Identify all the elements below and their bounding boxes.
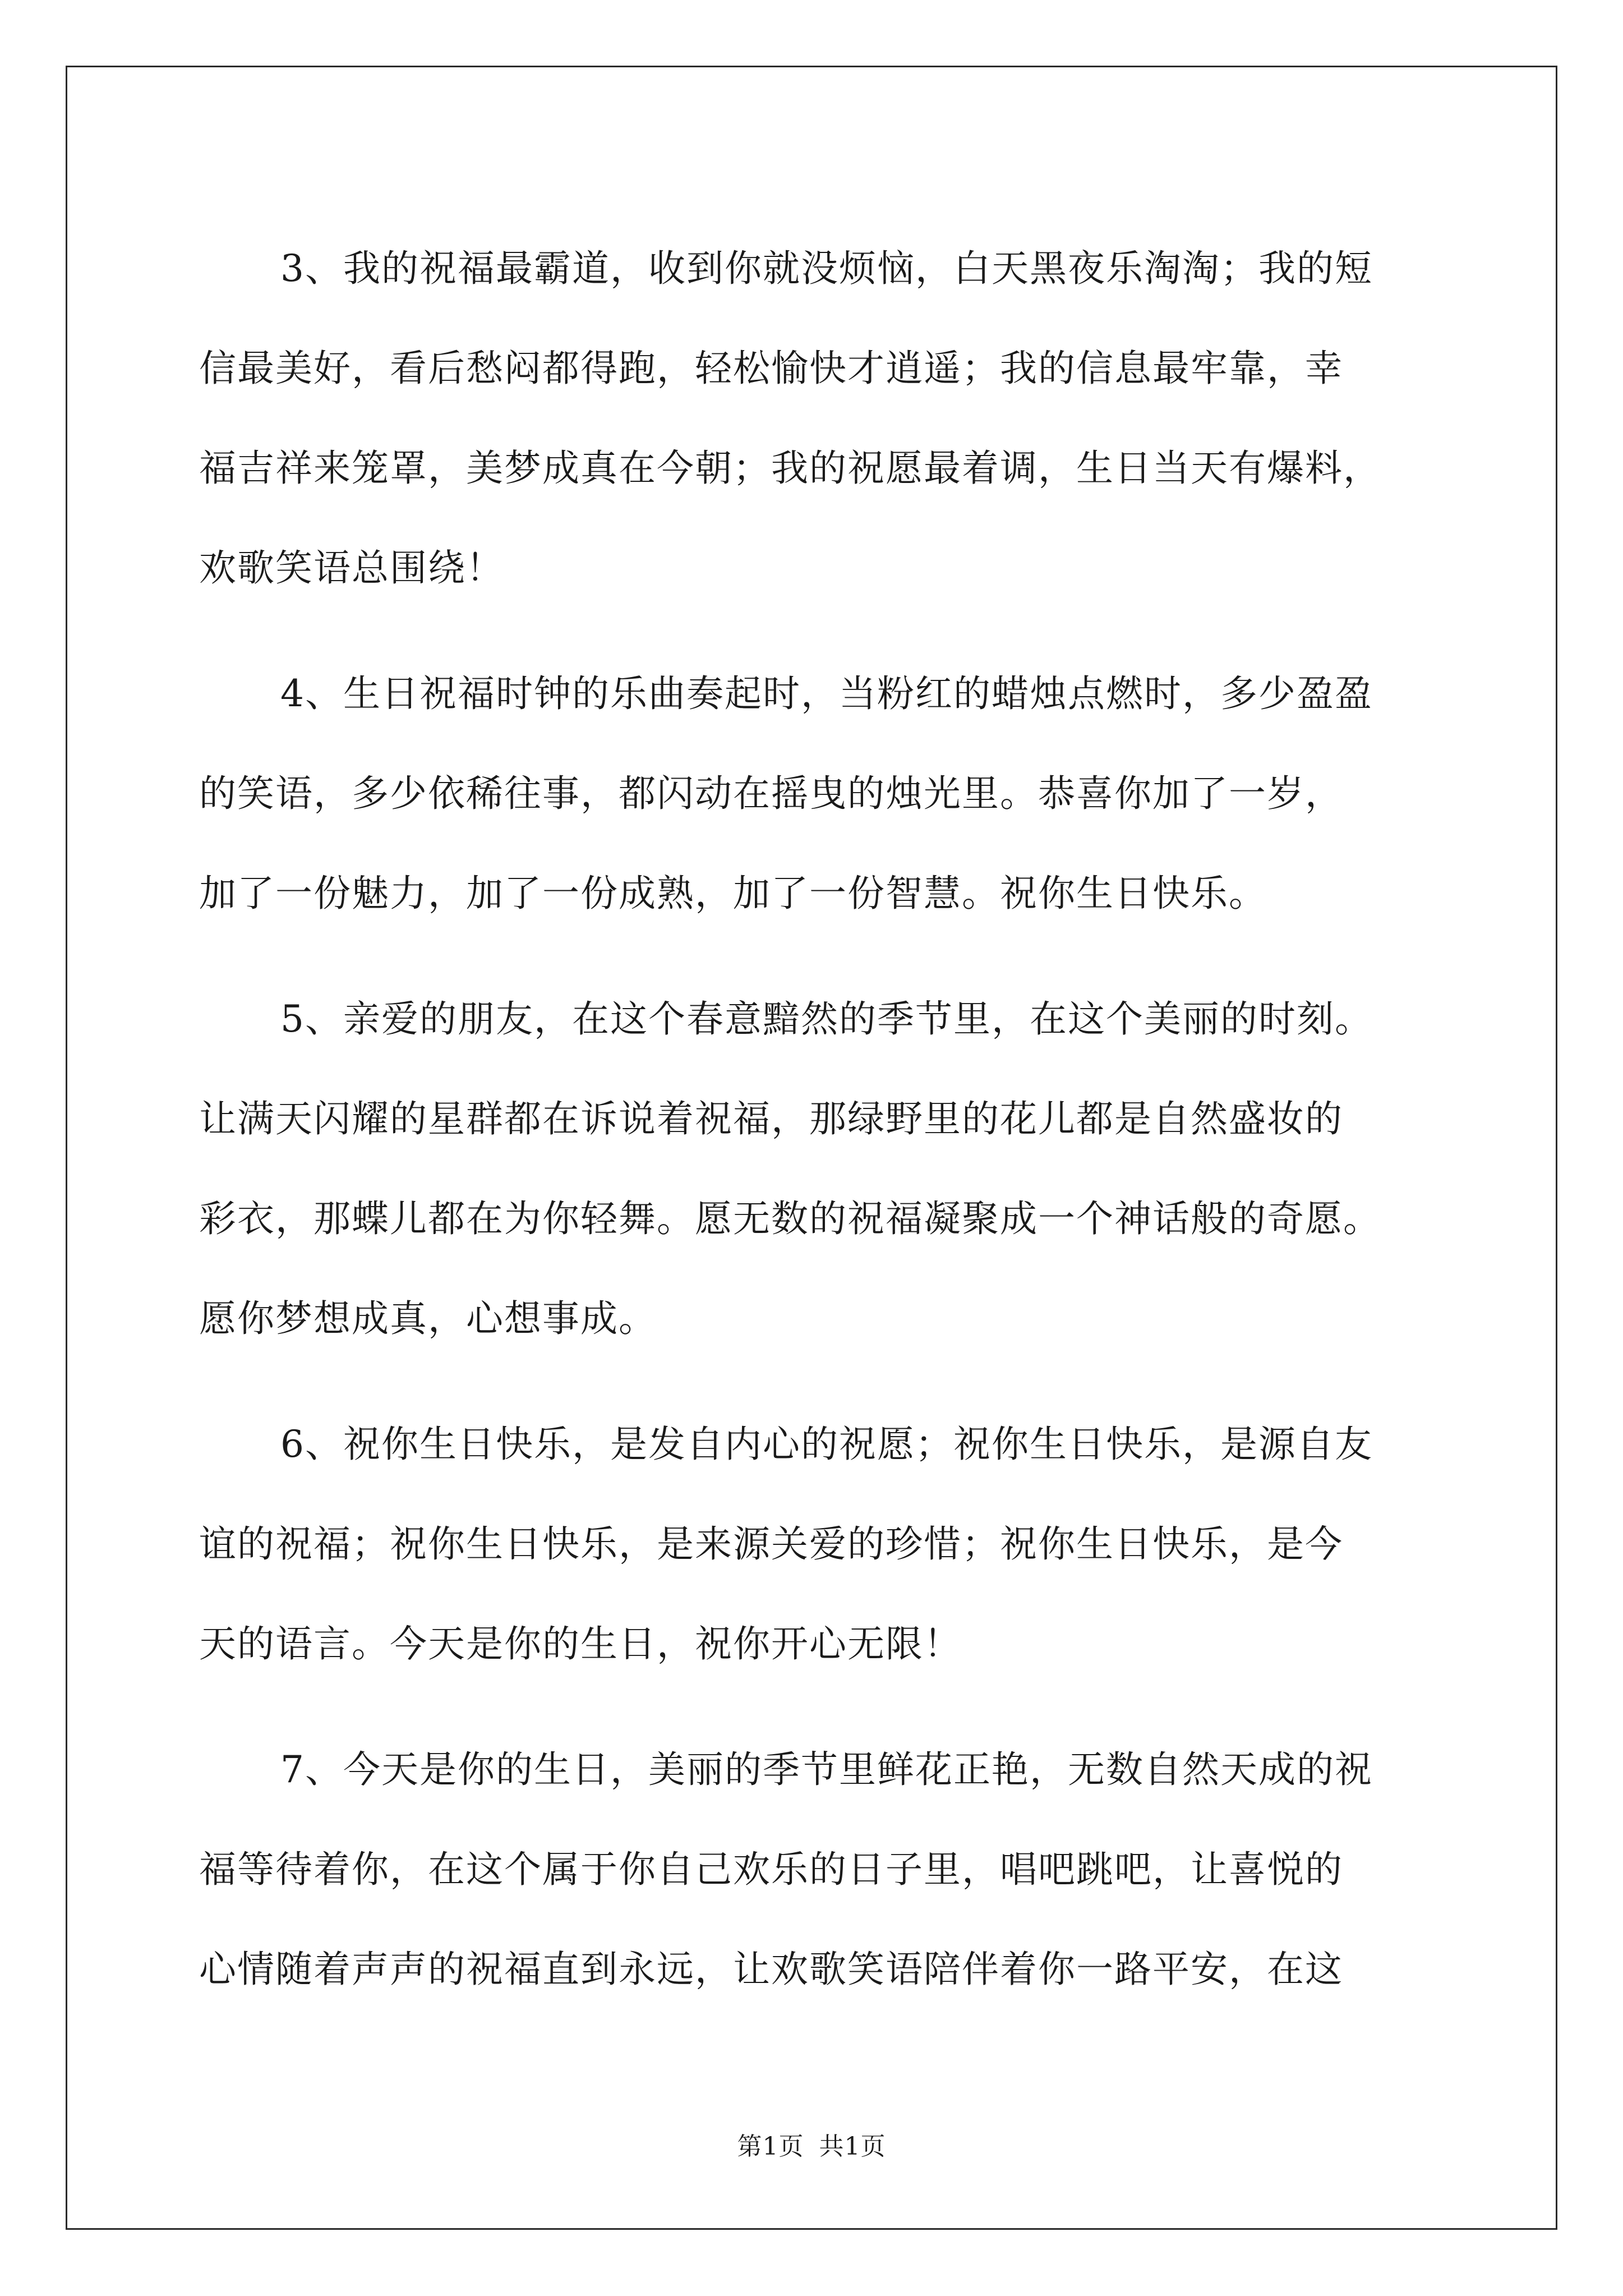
text-line: 5、亲爱的朋友，在这个春意黯然的季节里，在这个美丽的时刻。 bbox=[280, 997, 1373, 1041]
document-body bbox=[199, 219, 1427, 2045]
text-line: 欢歌笑语总围绕！ bbox=[199, 546, 504, 590]
text-line: 福等待着你，在这个属于你自己欢乐的日子里，唱吧跳吧，让喜悦的 bbox=[199, 1848, 1343, 1891]
text-line: 4、生日祝福时钟的乐曲奏起时，当粉红的蜡烛点燃时，多少盈盈 bbox=[280, 672, 1373, 715]
text-line: 的笑语，多少依稀往事，都闪动在摇曳的烛光里。恭喜你加了一岁， bbox=[199, 772, 1343, 815]
text-line: 让满天闪耀的星群都在诉说着祝福，那绿野里的花儿都是自然盛妆的 bbox=[199, 1097, 1343, 1140]
text-line: 愿你梦想成真，心想事成。 bbox=[199, 1297, 657, 1340]
paragraph-4 bbox=[199, 644, 1427, 944]
text-line: 谊的祝福；祝你生日快乐，是来源关爱的珍惜；祝你生日快乐，是今 bbox=[199, 1522, 1343, 1566]
text-line: 7、今天是你的生日，美丽的季节里鲜花正艳，无数自然天成的祝 bbox=[280, 1748, 1373, 1791]
paragraph-5 bbox=[199, 969, 1427, 1369]
text-line: 福吉祥来笼罩，美梦成真在今朝；我的祝愿最着调，生日当天有爆料， bbox=[199, 447, 1381, 490]
text-line: 彩衣，那蝶儿都在为你轻舞。愿无数的祝福凝聚成一个神话般的奇愿。 bbox=[199, 1197, 1381, 1240]
text-line: 信最美好，看后愁闷都得跑，轻松愉快才逍遥；我的信息最牢靠，幸 bbox=[199, 347, 1343, 390]
text-line: 6、祝你生日快乐，是发自内心的祝愿；祝你生日快乐，是源自友 bbox=[280, 1423, 1373, 1466]
text-line: 天的语言。今天是你的生日，祝你开心无限！ bbox=[199, 1622, 962, 1665]
paragraph-6 bbox=[199, 1395, 1427, 1694]
page-number: 第1页 bbox=[737, 2132, 804, 2161]
text-line: 3、我的祝福最霸道，收到你就没烦恼，白天黑夜乐淘淘；我的短 bbox=[280, 247, 1373, 290]
paragraph-3 bbox=[199, 219, 1427, 618]
text-line: 心情随着声声的祝福直到永远，让欢歌笑语陪伴着你一路平安，在这 bbox=[199, 1948, 1343, 1991]
paragraph-7 bbox=[199, 1720, 1427, 2019]
page-total: 共1页 bbox=[819, 2132, 886, 2161]
page-footer bbox=[0, 2126, 1623, 2162]
text-line: 加了一份魅力，加了一份成熟，加了一份智慧。祝你生日快乐。 bbox=[199, 872, 1267, 915]
